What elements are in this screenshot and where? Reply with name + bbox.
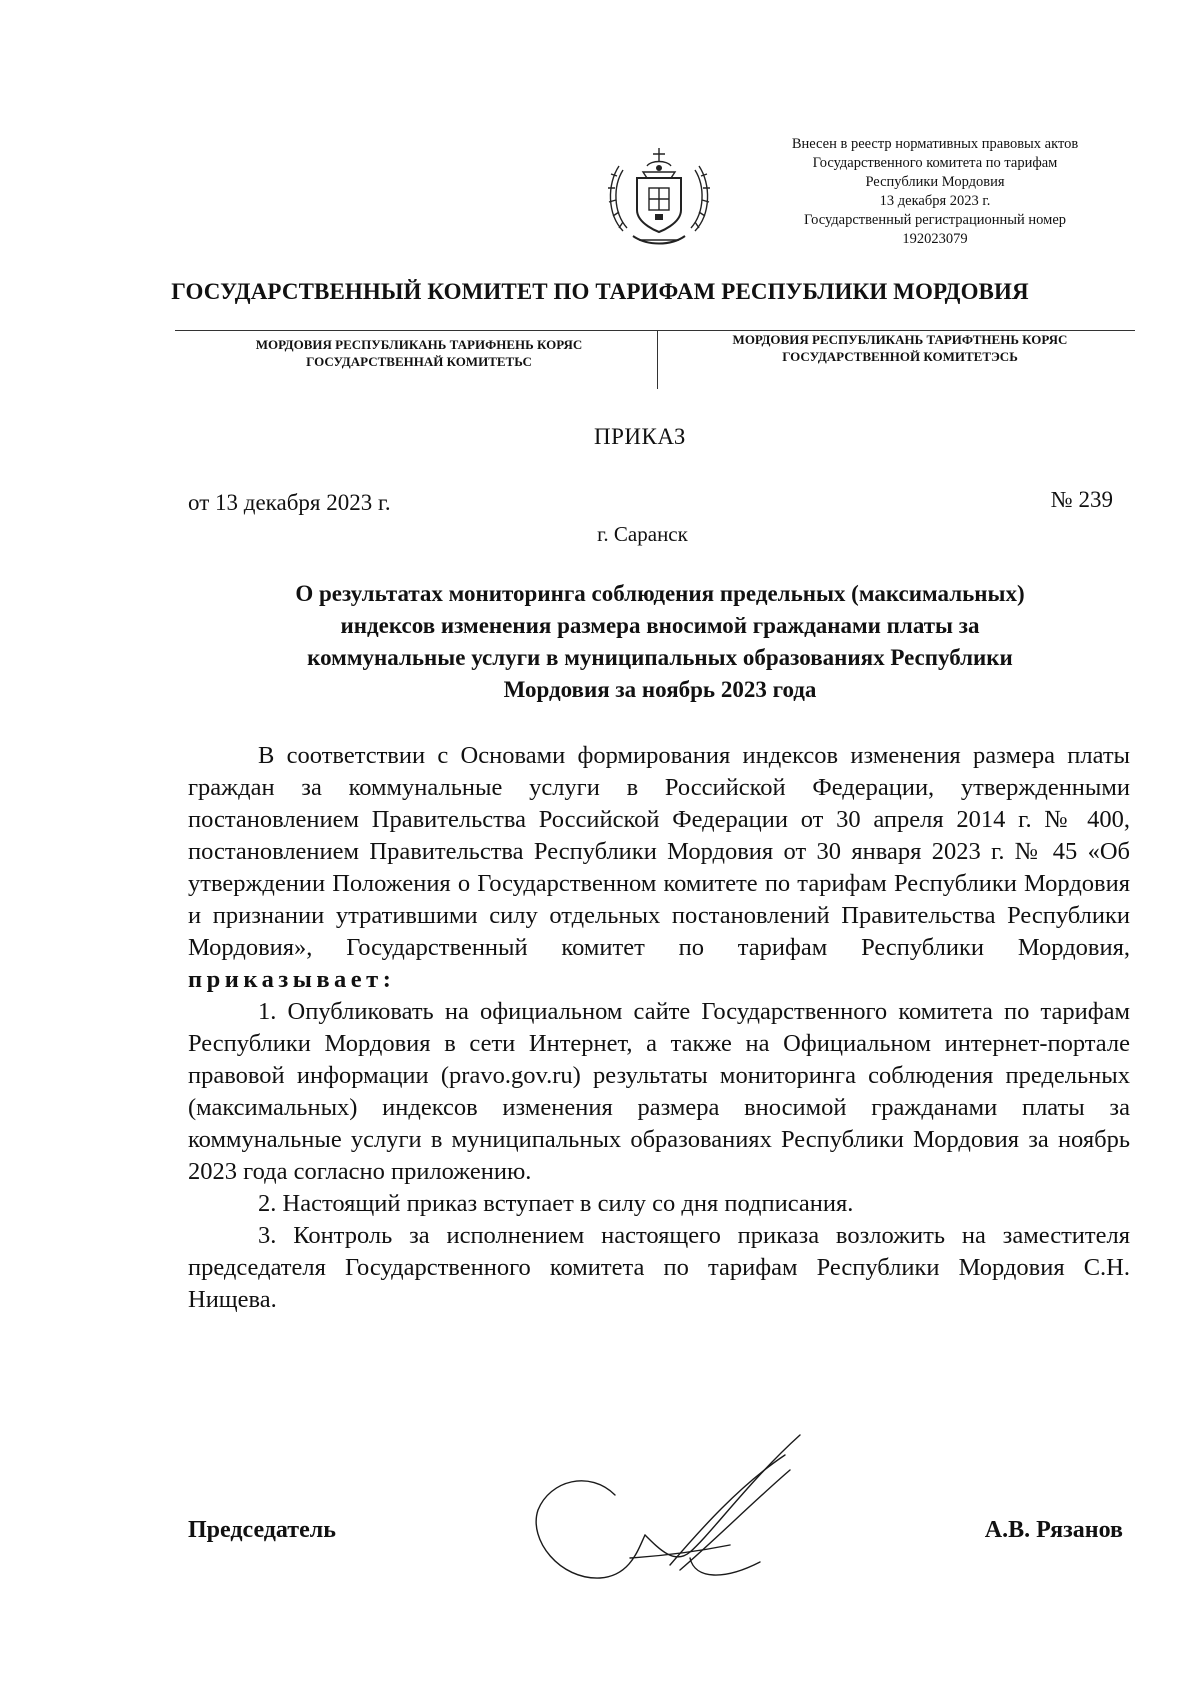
order-date: от 13 декабря 2023 г. (188, 490, 391, 515)
order-subject (180, 578, 1140, 706)
coat-of-arms-emblem (603, 136, 715, 254)
registry-line: Государственный регистрационный номер (803, 212, 1067, 228)
registry-line: Республики Мордовия (865, 174, 1005, 190)
subject-line: Мордовия за ноябрь 2023 года (503, 677, 817, 702)
item-3-text: 3. Контроль за исполнением настоящего приказа возложить на заместителя председателя Государственного комитета по тарифам Республики Мордовия С.Н. Нищева. (188, 1222, 1130, 1313)
subject-line: О результатах мониторинга соблюдения предельных (максимальных) (295, 581, 1025, 606)
committee-name-line: ГОСУДАРСТВЕННОЙ КОМИТЕТЭСЬ (782, 349, 1018, 364)
item-2-text: 2. Настоящий приказ вступает в силу со дня подписания. (258, 1190, 854, 1217)
registry-line: Государственного комитета по тарифам (812, 155, 1058, 171)
committee-name-erzya (665, 331, 1135, 365)
header-vertical-divider (657, 331, 658, 389)
item-2-paragraph (188, 1188, 1130, 1220)
item-1-text: 1. Опубликовать на официальном сайте Государственного комитета по тарифам Республики Мордовия в сети Интернет, а также на Официальном интернет-портале правовой информации (pravo.gov.ru) результаты мониторинга соблюдения предельных (максимальных) индексов изменения размера вносимой гражданами платы за коммунальные услуги в муниципальных образованиях Республики Мордовия за ноябрь 2023 года согласно приложению. (188, 998, 1130, 1185)
decree-paragraph (188, 964, 1130, 996)
order-number: № 239 (1050, 487, 1113, 512)
committee-name-line: ГОСУДАРСТВЕННАЙ КОМИТЕТЬС (306, 354, 532, 369)
signatory-title: Председатель (188, 1517, 336, 1543)
subject-line: индексов изменения размера вносимой гражданами платы за (340, 613, 980, 638)
preamble-paragraph (188, 740, 1130, 964)
preamble-text: В соответствии с Основами формирования индексов изменения размера платы граждан за коммунальные услуги в Российской Федерации, утвержденными постановлением Правительства Российской Федерации от 30 апреля 2014 г. № 400, постановлением Правительства Республики Мордовия от 30 января 2023 г. № 45 «Об утверждении Положения о Государственном комитете по тарифам Республики Мордовия и признании утратившими силу отдельных постановлений Правительства Республики Мордовия», Государственный комитет по тарифам Республики Мордовия, (188, 742, 1130, 961)
committee-name-line: МОРДОВИЯ РЕСПУБЛИКАНЬ ТАРИФТНЕНЬ КОРЯС (732, 332, 1068, 347)
registry-note (740, 135, 1130, 249)
subject-line: коммунальные услуги в муниципальных образованиях Республики (307, 645, 1013, 670)
decree-word: приказывает: (188, 966, 396, 993)
registry-number: 192023079 (902, 231, 968, 247)
registry-line: 13 декабря 2023 г. (879, 193, 991, 209)
item-3-paragraph (188, 1220, 1130, 1316)
item-1-paragraph (188, 996, 1130, 1188)
order-city: г. Саранск (597, 522, 688, 546)
committee-title: ГОСУДАРСТВЕННЫЙ КОМИТЕТ ПО ТАРИФАМ РЕСПУБЛИКИ МОРДОВИЯ (171, 279, 1029, 304)
document-type: ПРИКАЗ (594, 424, 686, 449)
handwritten-signature (520, 1430, 820, 1600)
committee-name-moksha (195, 336, 643, 370)
committee-name-line: МОРДОВИЯ РЕСПУБЛИКАНЬ ТАРИФНЕНЬ КОРЯС (255, 337, 583, 352)
registry-line: Внесен в реестр нормативных правовых актов (791, 136, 1079, 152)
order-body (188, 740, 1130, 1316)
signatory-name: А.В. Рязанов (984, 1517, 1123, 1543)
